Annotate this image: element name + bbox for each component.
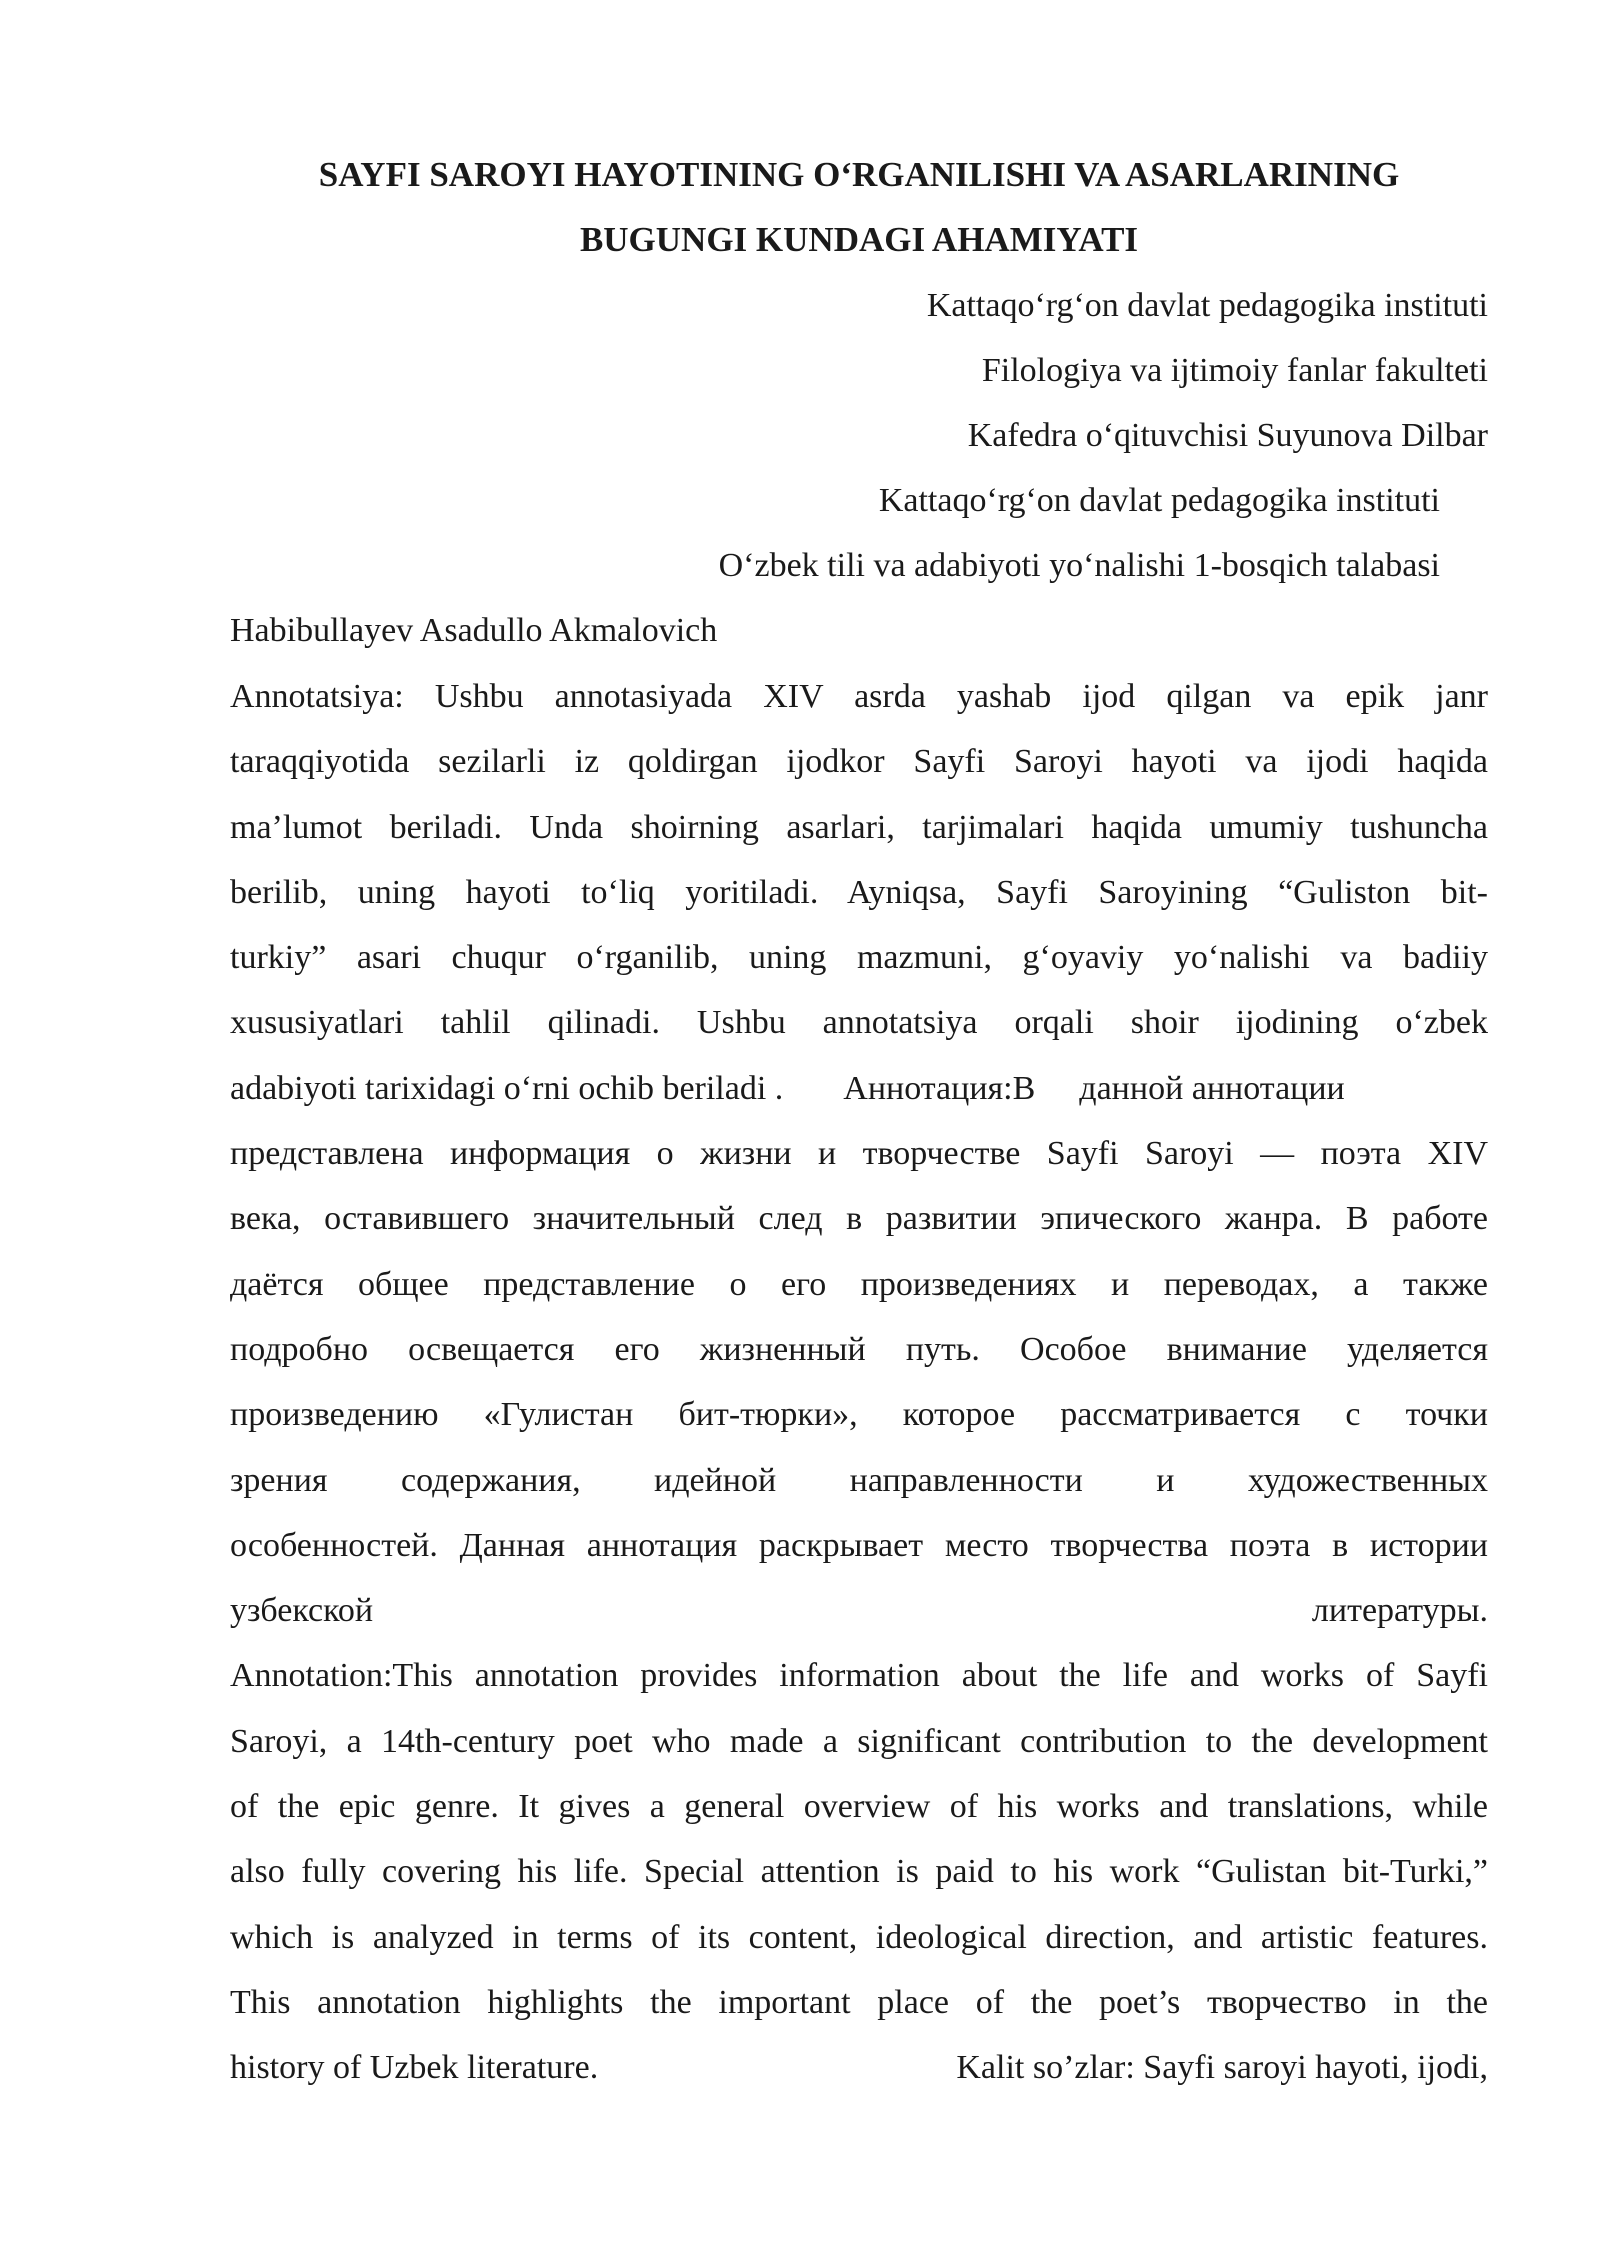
annotation-ru-line: зрения содержания, идейной направленности и художественных xyxy=(230,1461,1488,1499)
annotation-ru-line: века, оставившего значительный след в развитии эпического жанра. В работе xyxy=(230,1200,1488,1238)
annotation-en-line: also fully covering his life. Special attention is paid to his work “Gulistan bit-Turki,” xyxy=(230,1853,1488,1891)
annotation-ru-line: особенностей. Данная аннотация раскрывает место творчества поэта в истории xyxy=(230,1526,1488,1564)
annotation-uz-line: ma’lumot beriladi. Unda shoirning asarlari, tarjimalari haqida umumiy tushuncha xyxy=(230,808,1488,846)
annotation-uz-line: berilib, uning hayoti to‘liq yoritiladi. Ayniqsa, Sayfi Saroyining “Guliston bit- xyxy=(230,873,1488,911)
annotation-en-keywords-line xyxy=(230,2035,1488,2100)
annotation-uz-ru-transition-line xyxy=(230,1056,1488,1121)
annotation-uz-line: xususiyatlari tahlil qilinadi. Ushbu annotatsiya orqali shoir ijodining o‘zbek xyxy=(230,1004,1488,1042)
annotation-body xyxy=(230,664,1488,2101)
annotation-uz-line: Annotatsiya: Ushbu annotasiyada XIV asrda yashab ijod qilgan va epik janr xyxy=(230,678,1488,715)
title-line-1: SAYFI SAROYI HAYOTINING O‘RGANILISHI VA ASARLARINING xyxy=(318,155,1400,194)
keywords: Kalit so’zlar: Sayfi saroyi hayoti, ijodi, xyxy=(956,2049,1488,2087)
annotation-en-line: Annotation:This annotation provides information about the life and works of Sayfi xyxy=(230,1657,1488,1695)
annotation-uz-line: turkiy” asari chuqur o‘rganilib, uning mazmuni, g‘oyaviy yo‘nalishi va badiiy xyxy=(230,939,1488,977)
title-line-2: BUGUNGI KUNDAGI AHAMIYATI xyxy=(579,220,1139,259)
annotation-ru-heading: Аннотация:В xyxy=(843,1069,1036,1107)
affiliation-faculty: Filologiya va ijtimoiy fanlar fakulteti xyxy=(981,352,1488,389)
annotation-en-line: of the epic genre. It gives a general overview of his works and translations, while xyxy=(230,1788,1488,1826)
annotation-ru-line: произведению «Гулистан бит-тюрки», которое рассматривается с точки xyxy=(230,1396,1488,1434)
annotation-en-line: This annotation highlights the important place of the poet’s творчество in the xyxy=(230,1983,1488,2021)
annotation-uz-closing: adabiyoti tarixidagi o‘rni ochib beriladi . xyxy=(230,1069,784,1107)
annotation-en-closing: history of Uzbek literature. xyxy=(230,2049,599,2087)
affiliation-institute-1: Kattaqo‘rg‘on davlat pedagogika instituti xyxy=(926,287,1488,324)
annotation-ru-opening: данной аннотации xyxy=(1079,1069,1345,1107)
annotation-ru-line: подробно освещается его жизненный путь. Особое внимание уделяется xyxy=(230,1330,1488,1368)
annotation-ru-word: литературы. xyxy=(1311,1592,1488,1630)
affiliation-institute-2: Kattaqo‘rg‘on davlat pedagogika instituti xyxy=(878,482,1440,519)
annotation-ru-last-line xyxy=(230,1578,1488,1643)
affiliation-student-name: Habibullayev Asadullo Akmalovich xyxy=(230,612,718,649)
annotation-uz-line: taraqqiyotida sezilarli iz qoldirgan ijodkor Sayfi Saroyi hayoti va ijodi haqida xyxy=(230,743,1488,781)
annotation-en-line: Saroyi, a 14th-century poet who made a significant contribution to the development xyxy=(230,1722,1488,1760)
annotation-ru-line: даётся общее представление о его произведениях и переводах, а также xyxy=(230,1265,1488,1303)
affiliation-student-program: O‘zbek tili va adabiyoti yo‘nalishi 1-bosqich talabasi xyxy=(718,547,1440,584)
annotation-en-line: which is analyzed in terms of its content, ideological direction, and artistic features. xyxy=(230,1918,1488,1956)
annotation-ru-word: узбекской xyxy=(230,1592,374,1630)
affiliation-teacher: Kafedra o‘qituvchisi Suyunova Dilbar xyxy=(967,417,1488,454)
annotation-ru-line: представлена информация о жизни и творчестве Sayfi Saroyi — поэта XIV xyxy=(230,1135,1488,1173)
